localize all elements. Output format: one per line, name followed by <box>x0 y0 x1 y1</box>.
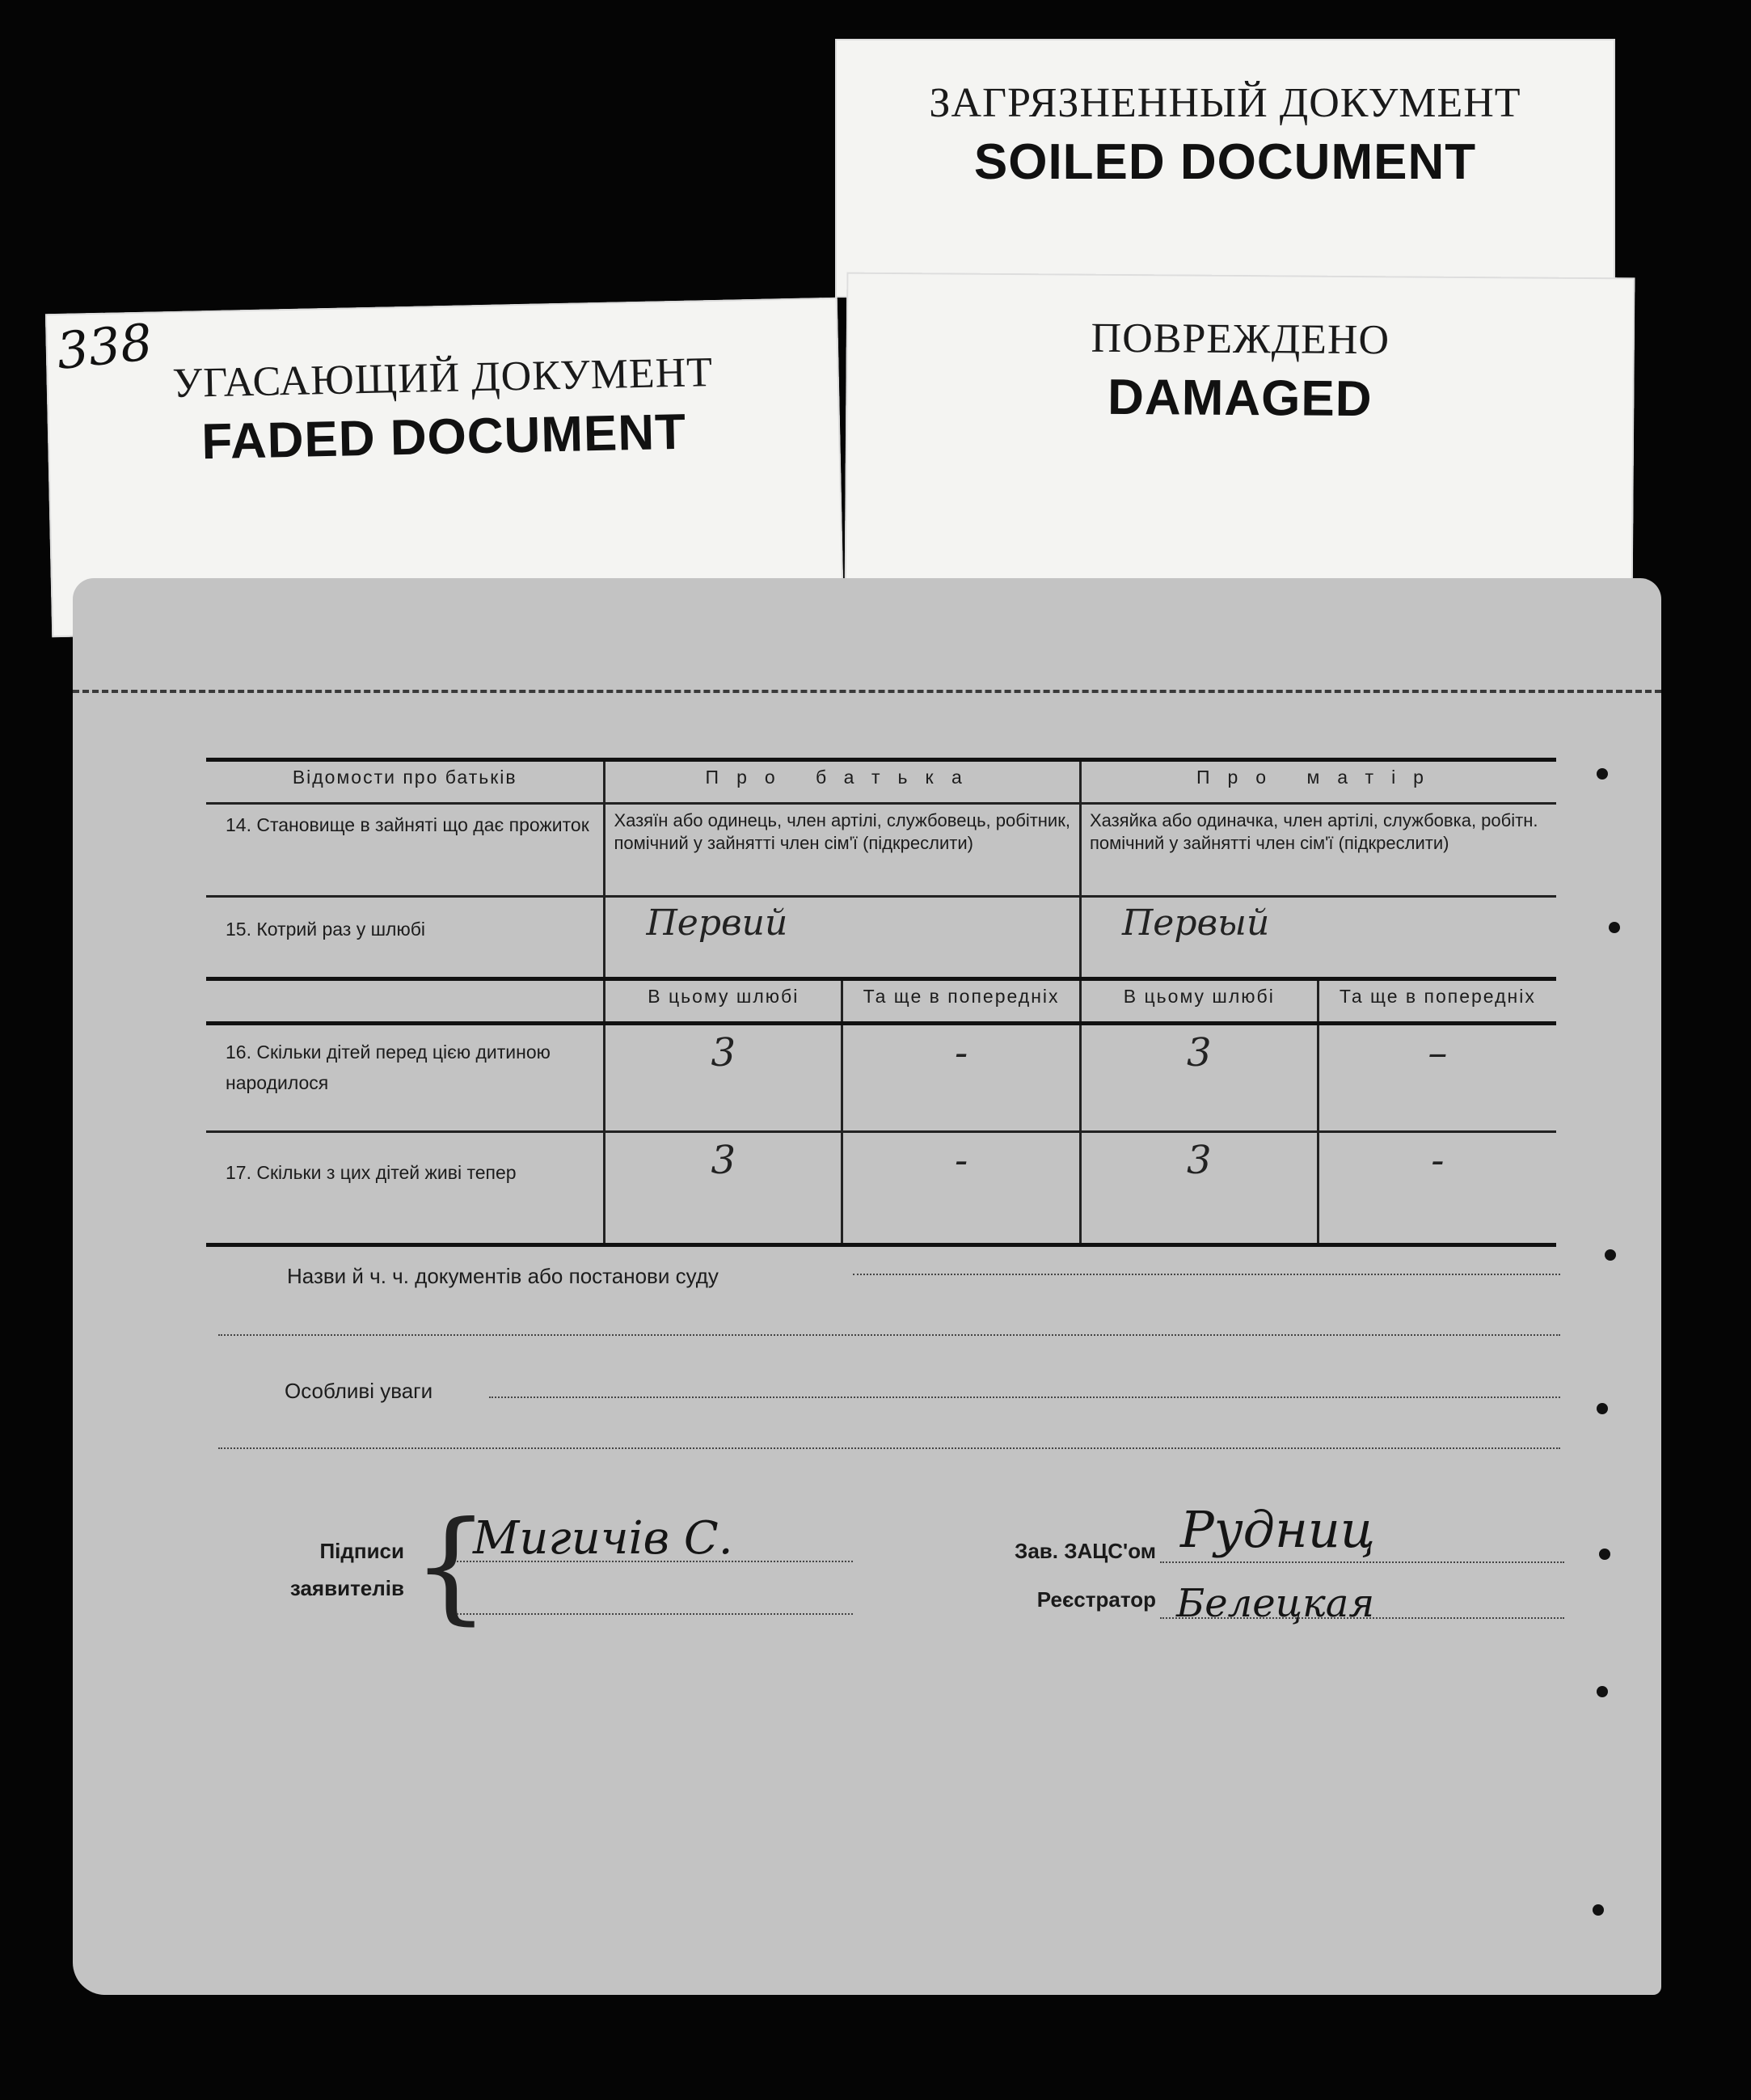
documents-dotted-line <box>853 1274 1560 1275</box>
row17-father-this: 3 <box>605 1132 842 1245</box>
documents-dotted-line-2 <box>218 1334 1560 1336</box>
punch-hole <box>1609 922 1620 933</box>
subheader-mother-prev: Та ще в попередніх <box>1339 986 1536 1007</box>
soiled-en-label: SOILED DOCUMENT <box>973 134 1477 190</box>
row16-father-this: 3 <box>605 1024 842 1132</box>
row17-father-prev: - <box>842 1132 1081 1245</box>
row16-mother-prev: – <box>1428 1030 1448 1075</box>
soiled-ru-label: ЗАГРЯЗНЕННЫЙ ДОКУМЕНТ <box>929 80 1521 126</box>
table-row-15 <box>206 897 1556 979</box>
faded-en-label: FADED DOCUMENT <box>200 404 687 471</box>
damaged-en-label: DAMAGED <box>1107 369 1373 428</box>
punch-hole <box>1597 1686 1608 1697</box>
punch-hole <box>1605 1249 1616 1261</box>
row17-mother-prev: - <box>1431 1138 1445 1183</box>
soiled-document-card <box>835 39 1615 298</box>
record-number-stamp: 338 <box>53 312 155 381</box>
damaged-card <box>845 273 1635 602</box>
faded-ru-label: УГАСАЮЩИЙ ДОКУМЕНТ <box>171 349 714 408</box>
punch-hole <box>1599 1549 1610 1560</box>
signature-brace: { <box>412 1496 490 1637</box>
registrar-signature: Белецкая <box>1176 1581 1375 1626</box>
header-parents-info: Відомости про батьків <box>206 760 605 804</box>
row14-mother-text: Хазяйка або одиначка, член артілі, службовка, робітн. помічний у зайнятті член сім'ї (підкреслити) <box>1089 810 1538 853</box>
row14-father-text: Хазяїн або одинець, член артілі, службовець, робітник, помічний у зайнятті член сім'ї (підкреслити) <box>605 804 1081 897</box>
damaged-ru-label: ПОВРЕЖДЕНО <box>1091 315 1390 364</box>
head-signature-line <box>1160 1561 1564 1563</box>
row16-mother-this: 3 <box>1080 1024 1318 1132</box>
row15-label: 15. Котрий раз у шлюбі <box>206 897 605 979</box>
subheader-father-this: В цьому шлюбі <box>605 979 842 1024</box>
header-father: Про батька <box>605 760 1081 804</box>
applicants-signature-label <box>267 1532 404 1607</box>
row17-label: 17. Скільки з цих дітей живі тепер <box>206 1132 605 1245</box>
punch-hole <box>1593 1904 1604 1916</box>
notes-dotted-line <box>489 1396 1560 1398</box>
row14-label: 14. Становище в зайняті що дає прожиток <box>206 804 605 897</box>
applicants-label-line1: Підписи <box>319 1539 404 1563</box>
perforation-line <box>73 690 1661 693</box>
head-label: Зав. ЗАЦС'ом <box>1015 1539 1156 1563</box>
table-row-16 <box>206 1024 1556 1132</box>
notes-label: Особливі уваги <box>285 1379 433 1403</box>
notes-dotted-line-2 <box>218 1447 1560 1449</box>
row15-father-handwriting: Первий <box>605 897 1081 979</box>
row17-mother-this: 3 <box>1080 1132 1318 1245</box>
punch-hole <box>1597 768 1608 780</box>
row16-label: 16. Скільки дітей перед цією дитиною народилося <box>206 1024 605 1132</box>
applicants-label-line2: заявителів <box>289 1576 404 1600</box>
head-signature: Рудниц <box>1180 1500 1376 1559</box>
table-row-14 <box>206 804 1556 897</box>
row15-mother-handwriting: Первый <box>1121 902 1270 944</box>
registrar-label: Реєстратор <box>1036 1587 1156 1612</box>
documents-label: Назви й ч. ч. документів або постанови суду <box>287 1264 719 1288</box>
header-mother: Про матір <box>1196 767 1441 788</box>
registrar-signature-line <box>1160 1617 1564 1619</box>
table-header-row <box>206 760 1556 804</box>
subheader-father-prev: Та ще в попередніх <box>842 979 1081 1024</box>
applicant-signature-line <box>457 1561 853 1562</box>
registration-form-sheet <box>73 578 1661 1995</box>
row16-father-prev: - <box>842 1024 1081 1132</box>
punch-hole <box>1597 1403 1608 1414</box>
table-row-17 <box>206 1132 1556 1245</box>
parents-info-table <box>206 758 1556 1247</box>
subheader-empty-cell <box>206 979 605 1024</box>
applicant-signature: Мигичів С. <box>473 1512 733 1565</box>
subheader-mother-this: В цьому шлюбі <box>1080 979 1318 1024</box>
applicant-signature-line-2 <box>457 1613 853 1615</box>
table-subheader-row <box>206 979 1556 1024</box>
